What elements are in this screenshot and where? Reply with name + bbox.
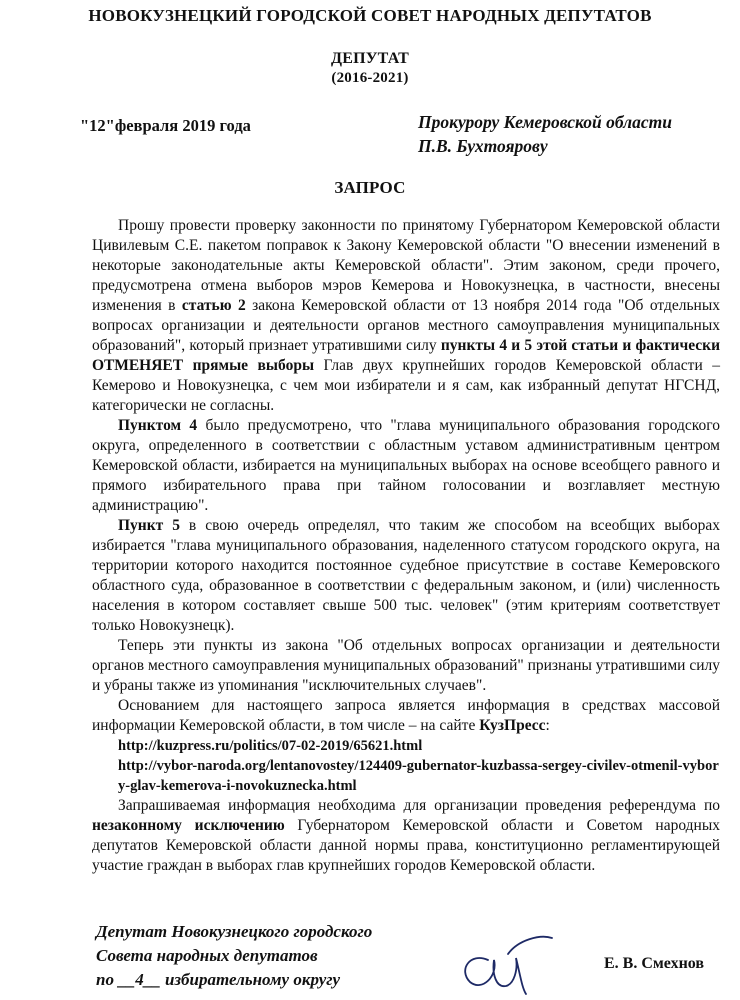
paragraph-6 (92, 796, 720, 876)
p5-site-name: КузПресс (479, 717, 546, 734)
p1-text-c: закона Кемеровской области от 13 ноября 2014 года "Об отдельных вопросах организации и деятельности органов местного самоуправления муниципальных образований", который признает утратившими силу (92, 297, 720, 354)
p6-text-bold: незаконному исключению (92, 817, 285, 834)
p2-text-bold: Пунктом 4 (118, 417, 198, 434)
p6-text-c: Губернатором Кемеровской области и Советом народных депутатов Кемеровской области данной нормы права, конституционно регламентирующей участие граждан в выборах глав крупнейших городов Кемеровской области. (92, 817, 720, 874)
source-link-2[interactable]: http://vybor-naroda.org/lentanovostey/124409-gubernator-kuzbassa-sergey-civilev-otmenil-vybory-glav-kemerova-i-novokuznecka.html (118, 758, 719, 794)
p1-text-bold-article: статью 2 (181, 297, 246, 314)
paragraph-2 (92, 416, 720, 516)
p1-text-bold-points: пункты 4 и 5 этой статьи и фактически ОТМЕНЯЕТ прямые выборы (92, 337, 720, 374)
document-date: "12"февраля 2019 года (80, 116, 251, 135)
paragraph-3 (92, 516, 720, 636)
deputy-heading: ДЕПУТАТ (331, 50, 409, 67)
p5-text-c: : (545, 717, 550, 734)
p3-text: в свою очередь определял, что таким же способом на всеобщих выборах избирается "глава муниципального образования, наделенного статусом городского округа, на территории которого находится постоянное судебное присутствие в составе Кемеровского областного суда, образованное в соответствии с федеральным законом, и (или) численность населения в котором составляет свыше 500 тыс. человек" (этим критериям соответствует только Новокузнецк). (92, 517, 720, 634)
p5-text-a: Основанием для настоящего запроса является информация в средствах массовой информации Кемеровской области, в том числе – на сайте (92, 697, 720, 734)
p6-text-a: Запрашиваемая информация необходима для организации проведения референдума по (118, 797, 720, 814)
signature-block (96, 920, 426, 992)
addressee-line-2: П.В. Бухтоярову (418, 136, 548, 156)
document-title: ЗАПРОС (334, 178, 406, 197)
p2-text: было предусмотрено, что "глава муниципального образования городского округа, определенного в соответствии с областным уставом административным центром Кемеровской области, избирается на муниципальных выборах на основе всеобщего равного и прямого избирательного права при тайном голосовании и возглавляет местную администрацию". (92, 417, 720, 514)
signatory-name: Е. В. Смехнов (604, 955, 705, 972)
council-heading: НОВОКУЗНЕЦКИЙ ГОРОДСКОЙ СОВЕТ НАРОДНЫХ ДЕПУТАТОВ (88, 6, 652, 25)
handwritten-signature (448, 930, 558, 996)
paragraph-5 (92, 696, 720, 736)
paragraph-4: Теперь эти пункты из закона "Об отдельных вопросах организации и деятельности органов местного самоуправления муниципальных образований" признаны утратившими силу и убраны также из упоминания "исключительных случаев". (92, 637, 720, 694)
p3-text-bold: Пункт 5 (118, 517, 180, 534)
request-body (92, 216, 720, 876)
term-heading: (2016-2021) (331, 70, 409, 86)
signature-line-3: по __4__ избирательному округу (96, 970, 341, 989)
addressee-line-1: Прокурору Кемеровской области (418, 112, 673, 132)
signature-line-2: Совета народных депутатов (96, 946, 318, 965)
addressee (418, 110, 672, 158)
paragraph-1 (92, 216, 720, 416)
p1-text-a: Прошу провести проверку законности по принятому Губернатором Кемеровской области Цивилевым С.Е. пакетом поправок к Закону Кемеровской области "О внесении изменений в некоторые законодательные акты Кемеровской области". Этим законом, среди прочего, предусмотрена отмена выборов мэров Кемерова и Новокузнецка, в частности, внесены изменения в (92, 217, 720, 314)
p1-text-e: Глав двух крупнейших городов Кемеровской области – Кемерово и Новокузнецка, с чем мои избиратели и я сам, как избранный депутат НГСНД, категорически не согласны. (92, 357, 720, 414)
signature-line-1: Депутат Новокузнецкого городского (96, 922, 373, 941)
source-link-1[interactable]: http://kuzpress.ru/politics/07-02-2019/65621.html (118, 738, 423, 754)
